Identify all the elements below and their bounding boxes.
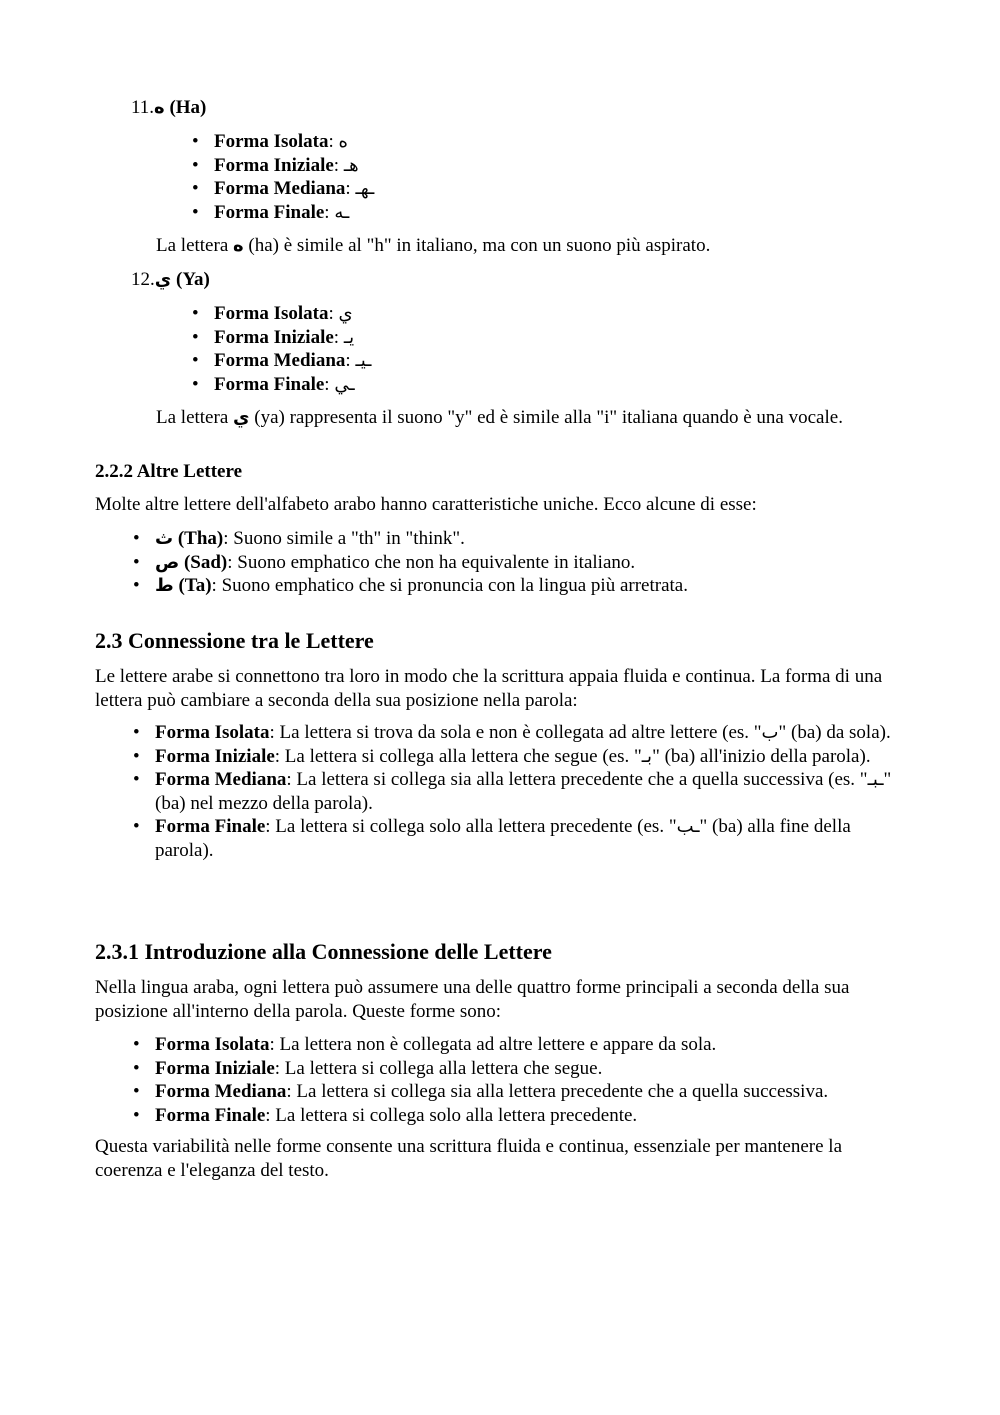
letter-name: (Ya)	[171, 269, 210, 290]
form-glyph: ـبـ	[867, 769, 884, 790]
letter-name: (Sad)	[179, 551, 228, 573]
form-glyph: هـ	[343, 154, 359, 176]
list-item	[155, 815, 907, 862]
section-heading: 2.2.2 Altre Lettere	[95, 461, 243, 482]
list-item	[214, 201, 374, 225]
item-text: : La lettera non è collegata ad altre lettere e appare da sola.	[269, 1034, 717, 1055]
list-number: 11.	[131, 97, 155, 118]
arabic-letter: ه	[154, 97, 165, 118]
form-sep: :	[328, 131, 339, 152]
form-label: Forma Isolata	[214, 131, 329, 152]
letter-11-forms-list	[214, 130, 374, 224]
paragraph: Questa variabilità nelle forme consente una scrittura fluida e continua, essenziale per mantenere la coerenza e l'eleganza del testo.	[95, 1136, 843, 1181]
list-item	[155, 551, 907, 575]
form-glyph: ب	[761, 722, 779, 743]
list-item	[214, 373, 371, 397]
paragraph: Le lettere arabe si connettono tra loro in modo che la scrittura appaia fluida e continua. La forma di una lettera può cambiare a seconda della sua posizione nella parola:	[95, 666, 883, 711]
section-heading: 2.3.1 Introduzione alla Connessione delle Lettere	[95, 939, 552, 964]
form-glyph: ـهـ	[355, 178, 375, 199]
form-glyph: ـيـ	[355, 350, 372, 371]
arabic-letter: ه	[233, 235, 244, 256]
form-label: Forma Mediana	[155, 769, 287, 790]
form-label: Forma Mediana	[214, 350, 346, 371]
list-item	[214, 349, 371, 373]
form-sep: :	[324, 373, 335, 395]
item-text: " (ba) nel mezzo della parola).	[155, 769, 892, 814]
form-glyph: ـي	[334, 373, 355, 395]
letter-12-heading	[131, 268, 210, 292]
form-label: Forma Iniziale	[214, 326, 334, 348]
item-text: : La lettera si collega solo alla lettera precedente (es. "	[265, 816, 677, 837]
form-glyph: ـه	[334, 201, 350, 223]
letter-12-forms-list	[214, 302, 371, 396]
letter-11-note	[156, 234, 710, 258]
form-sep: :	[333, 154, 344, 176]
list-item	[214, 302, 371, 326]
form-glyph: ه	[338, 131, 348, 152]
item-text: : La lettera si collega solo alla lettera precedente.	[265, 1104, 638, 1126]
form-label: Forma Isolata	[155, 1034, 270, 1055]
form-glyph: ـب	[676, 816, 700, 837]
list-item	[155, 1080, 907, 1104]
letter-name: (Ha)	[164, 97, 207, 118]
list-item	[155, 768, 907, 815]
letter-11-heading	[131, 96, 206, 120]
form-glyph: بـ	[641, 745, 653, 767]
form-glyph: يـ	[343, 326, 355, 348]
list-item	[155, 721, 907, 745]
letter-12-note	[156, 406, 843, 430]
four-forms-list	[155, 1033, 907, 1127]
list-item	[155, 1033, 907, 1057]
list-number: 12.	[131, 269, 155, 290]
list-item	[214, 130, 374, 154]
form-glyph: ي	[338, 303, 353, 324]
list-item	[214, 326, 371, 350]
item-text: : Suono emphatico che non ha equivalente in italiano.	[227, 551, 636, 573]
item-text: " (ba) alla fine della parola).	[155, 816, 851, 861]
form-sep: :	[333, 326, 344, 348]
other-letters-list	[155, 527, 907, 598]
list-item	[155, 1057, 907, 1081]
item-text: : La lettera si collega sia alla lettera precedente che a quella successiva (es. "	[286, 769, 868, 790]
form-sep: :	[324, 201, 335, 223]
form-label: Forma Mediana	[155, 1081, 287, 1102]
item-text: : La lettera si collega sia alla lettera precedente che a quella successiva.	[286, 1081, 829, 1102]
list-item	[155, 1104, 907, 1128]
form-label: Forma Finale	[155, 816, 266, 837]
note-text: (ha) è simile al "h" in italiano, ma con un suono più aspirato.	[243, 235, 711, 256]
note-text: La lettera	[156, 407, 234, 428]
letter-name: (Tha)	[173, 528, 224, 549]
form-sep: :	[328, 303, 339, 324]
connection-forms-list	[155, 721, 907, 862]
arabic-letter: ط	[155, 575, 174, 596]
form-label: Forma Finale	[214, 201, 325, 223]
list-item	[155, 574, 907, 598]
item-text: : La lettera si collega alla lettera che segue.	[274, 1057, 603, 1079]
item-text: " (ba) da sola).	[778, 722, 891, 743]
form-label: Forma Isolata	[214, 303, 329, 324]
form-label: Forma Finale	[155, 1104, 266, 1126]
list-item	[155, 745, 907, 769]
form-label: Forma Iniziale	[155, 1057, 275, 1079]
list-item	[155, 527, 907, 551]
item-text: : La lettera si collega alla lettera che segue (es. "	[274, 745, 642, 767]
arabic-letter: ث	[155, 528, 174, 549]
note-text: La lettera	[156, 235, 234, 256]
arabic-letter: ي	[233, 407, 250, 428]
list-item	[214, 154, 374, 178]
list-item	[214, 177, 374, 201]
form-sep: :	[345, 178, 356, 199]
arabic-letter: ي	[154, 269, 172, 290]
item-text: : Suono emphatico che si pronuncia con la lingua più arretrata.	[211, 575, 688, 596]
paragraph: Molte altre lettere dell'alfabeto arabo hanno caratteristiche uniche. Ecco alcune di esse:	[95, 494, 757, 515]
arabic-letter: ص	[155, 551, 180, 573]
item-text: : Suono simile a "th" in "think".	[223, 528, 465, 549]
section-heading: 2.3 Connessione tra le Lettere	[95, 628, 374, 653]
form-label: Forma Iniziale	[155, 745, 275, 767]
item-text: : La lettera si trova da sola e non è collegata ad altre lettere (es. "	[269, 722, 762, 743]
paragraph: Nella lingua araba, ogni lettera può assumere una delle quattro forme principali a seconda della sua posizione all'interno della parola. Queste forme sono:	[95, 977, 850, 1022]
form-label: Forma Isolata	[155, 722, 270, 743]
form-label: Forma Mediana	[214, 178, 346, 199]
item-text: " (ba) all'inizio della parola).	[652, 745, 871, 767]
form-label: Forma Iniziale	[214, 154, 334, 176]
form-sep: :	[345, 350, 356, 371]
letter-name: (Ta)	[173, 575, 212, 596]
form-label: Forma Finale	[214, 373, 325, 395]
note-text: (ya) rappresenta il suono "y" ed è simile alla "i" italiana quando è una vocale.	[249, 407, 843, 428]
